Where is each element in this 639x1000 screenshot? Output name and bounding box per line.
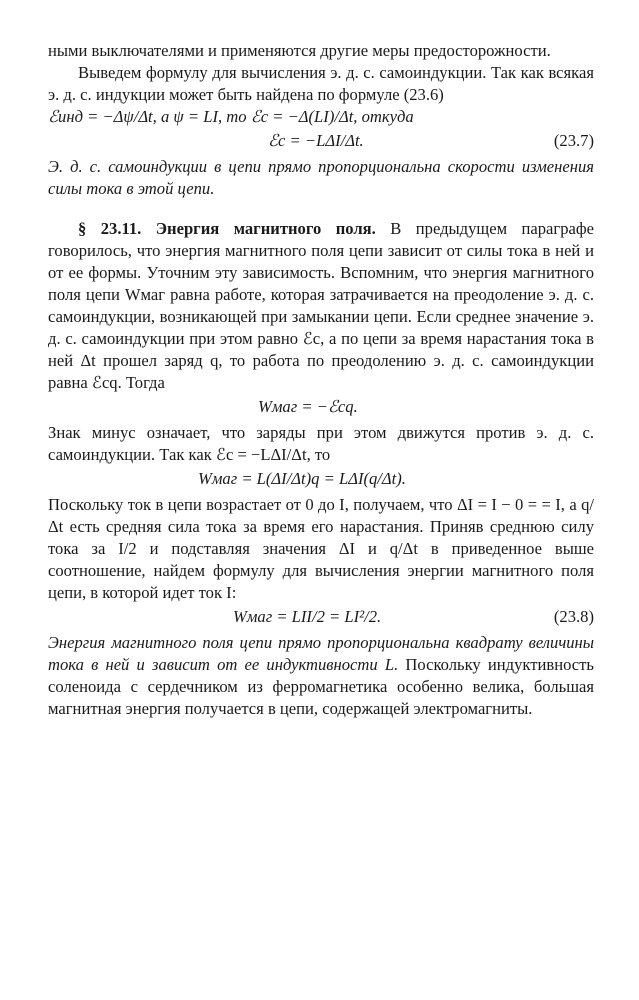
section-gap — [48, 200, 594, 218]
statement-magnetic-energy: Энергия магнитного поля цепи прямо пропорциональна квадрату величины тока в ней и зависит от ее индуктивности L. — [48, 633, 594, 674]
paragraph-5: Знак минус означает, что заряды при этом движутся против э. д. с. самоиндукции. Так как ℰс = −LΔI/Δt, то — [48, 423, 594, 464]
section-title: § 23.11. Энергия магнитного поля. — [78, 219, 376, 238]
equation-23-8 — [48, 606, 594, 630]
paragraph-6: Поскольку ток в цепи возрастает от 0 до I, получаем, что ΔI = I − 0 = = I, а q/Δt есть средняя сила тока за время его нарастания. Приняв среднюю силу тока за I/2 и подставляя значения ΔI и q/Δt в приведенное выше соотношение, найдем формулу для вычисления энергии магнитного поля цепи, в которой идет ток I: — [48, 495, 594, 602]
equation-23-7-formula: ℰс = −LΔI/Δt. — [268, 131, 364, 150]
paragraph-7 — [48, 632, 594, 720]
statement-self-induction: Э. д. с. самоиндукции в цепи прямо пропорциональна скорости изменения силы тока в этой цепи. — [48, 157, 594, 198]
equation-23-7 — [48, 130, 594, 154]
equation-23-7-number: (23.7) — [553, 131, 594, 150]
paragraph-2-formula: ℰинд = −Δψ/Δt, а ψ = LI, то ℰс = −Δ(LI)/Δt, откуда — [48, 107, 414, 126]
paragraph-2: Выведем формулу для вычисления э. д. с. самоиндукции. Так как всякая э. д. с. индукции может быть найдена по формуле (23.6) — [48, 63, 594, 104]
equation-23-8-formula: Wмаг = LII/2 = LI²/2. — [233, 607, 382, 626]
equation-w-work-formula: Wмаг = −ℰсq. — [258, 397, 358, 416]
equation-w-subst-formula: Wмаг = L(ΔI/Δt)q = LΔI(q/Δt). — [198, 469, 406, 488]
paragraph-4 — [48, 218, 594, 394]
paragraph-7-text: Поскольку индуктивность соленоида с сердечником из ферромагнетика особенно велика, большая магнитная энергия получается в цепи, содержащей электромагниты. — [48, 655, 594, 718]
equation-23-8-number: (23.8) — [553, 607, 594, 626]
equation-w-subst — [48, 468, 594, 492]
page-body — [48, 40, 594, 720]
paragraph-4-text: В предыдущем параграфе говорилось, что энергия магнитного поля цепи зависит от силы тока в ней и от ее формы. Уточним эту зависимость. Вспомним, что энергия магнитного поля цепи Wмаг равна работе, которая затрачивается на преодоление э. д. с. самоиндукции, возникающей при замыкании цепи. Если среднее значение э. д. с. самоиндукции при этом равно ℰс, а по цепи за время нарастания тока в ней Δt прошел заряд q, то работа по преодолению э. д. с. самоиндукции равна ℰсq. Тогда — [48, 219, 595, 392]
paragraph-1: ными выключателями и применяются другие меры предосторожности. — [48, 41, 551, 60]
equation-w-work — [48, 396, 594, 420]
